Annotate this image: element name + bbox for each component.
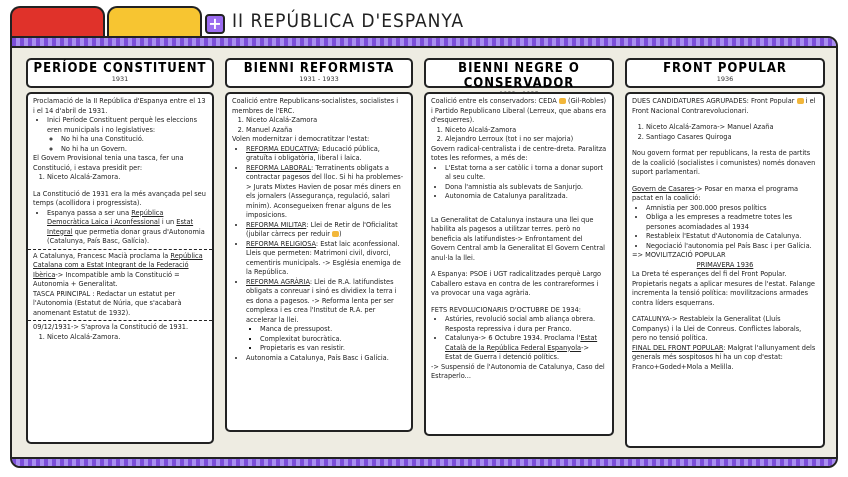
list-item: • REFORMA MILITAR: Llei de Retir de l'Oficialitat (jubilar càrrecs per reduir ) [246, 221, 406, 240]
list-item: • Dona l'amnistia als sublevats de Sanjurjo. [445, 183, 607, 193]
list-item: 1. Niceto Alcalá-Zamora. [47, 333, 207, 343]
list-item: • Negociació l'autonomia pel País Basc i per Galícia. [646, 242, 818, 252]
top-stripe [12, 38, 836, 48]
list-item: 2. Santiago Casares Quiroga [646, 133, 818, 143]
column-title: PERÍODE CONSTITUENT [33, 61, 207, 76]
column-header-reformist [225, 58, 413, 88]
list-item: 2. Manuel Azaña [246, 126, 406, 136]
list-item: • REFORMA RELIGIOSA: Estat laic aconfessional. Lleis que permeten: Matrimoni civil, divorci, cementiris municipals. -> Església enemiga de la República. [246, 240, 406, 278]
list-item: • Catalunya-> 6 Octubre 1934. Proclama l'Estat Català de la República Federal Espanyola-> Estat de Guerra i detenció polítics. [445, 334, 607, 363]
page-title: II REPÚBLICA D'ESPANYA [232, 10, 465, 32]
text: CATALUNYA-> Restableix la Generalitat (Lluís Companys) i la Llei de Conreus. Conflictes laborals, pero no tensió política. [632, 315, 802, 342]
text: El Govern Provisional tenia una tasca, fer una Constitució, i estava presidit per: [33, 154, 184, 172]
plus-icon[interactable]: + [205, 14, 225, 34]
red-tab [10, 6, 105, 38]
text: Govern radical-centralista i de centre-dreta. Paralitza totes les reformes, a més de: [431, 144, 607, 162]
list-item: • Obliga a les empreses a readmetre totes les persones acomiadades al 1934 [646, 213, 818, 232]
list-item: ▪ Complexitat burocràtica. [260, 335, 406, 345]
text: La Constitució de 1931 era la més avançada pel seu temps (acollidora i progressista). [33, 189, 206, 207]
list-item: • Autonomia a Catalunya, País Basc i Galícia. [246, 354, 406, 364]
text: Coalició entre Republicans-socialistes, socialistes i membres de l'ERC. [232, 97, 399, 115]
text: Volen modernitzar i democratitzar l'estat: [232, 135, 370, 143]
column-date: 1931 - 1933 [299, 75, 339, 83]
text: La Generalitat de Catalunya instaura una llei que habilita als pagesos a utilitzar terres. però no beneficia als latifundistes-> Enfrontament del Govern Central amb la Generalitat El Govern Central anul·la la llei. [431, 215, 605, 262]
list-item: • L'Estat torna a ser catòlic i torna a donar suport al seu culte. [445, 164, 607, 183]
text: Nou govern format per republicans, la resta de partits de la coalició (socialistes i comunistes) només donaven suport parlamentari. [632, 149, 816, 176]
text: Proclamació de la II República d'Espanya entre el 13 i el 14 d'abril de 1931. [33, 97, 206, 115]
text: La Dreta té esperançes del fi del Front Popular. Propietaris negats a aplicar mesures de l'estat. Falange incrementa la tensió política: movilitzacions armades contra líders esquerrans. [632, 270, 815, 307]
text: => MOVILITZACIÓ POPULAR [632, 251, 726, 259]
column-date: 1936 [716, 75, 734, 83]
text: A Espanya: PSOE i UGT radicalitzades perquè Largo Caballero estava en contra de les contrareformes i va provocar una vaga agrària. [431, 270, 602, 297]
text: Govern de Casares-> Posar en marxa el programa pactat en la coalició: [632, 184, 799, 202]
money-icon [559, 98, 566, 104]
list-item: • Espanya passa a ser una República Democràtica Laica i Aconfessional i un Estat Integral que permetia donar graus d'Autonomia (Catalunya, País Basc, Galícia). [47, 209, 207, 247]
divider [28, 320, 212, 321]
column-title: BIENNI REFORMISTA [243, 61, 395, 76]
text: DUES CANDIDATURES AGRUPADES: Front Popular i el Front Nacional Contrarevolucionari. [632, 97, 816, 115]
text: A Catalunya, Francesc Macià proclama la República Catalana com a Estat Integrant de la Federació Ibèrica-> Incompatible amb la Constitució = Autonomia + Generalitat. [33, 251, 203, 288]
money-icon [797, 98, 804, 104]
column-body-conservative [424, 92, 614, 436]
list-item: ▪ Propietaris es van resistir. [260, 344, 406, 354]
list-item: • Autonomia de Catalunya paralitzada. [445, 192, 607, 202]
list-item: • Inici Període Constituent perquè les eleccions eren municipals i no legislatives: [47, 116, 207, 135]
list-item: ◦ No hi ha una Constitució. [61, 135, 207, 145]
bottom-stripe [12, 457, 836, 466]
list-item: ▪ Manca de pressupost. [260, 325, 406, 335]
text: -> Suspensió de l'Autonomia de Catalunya, Caso del Estraperlo... [431, 362, 605, 380]
text: FETS REVOLUCIONARIS D'OCTUBRE DE 1934: [431, 305, 582, 314]
list-item: 1. Niceto Alcalá-Zamora [246, 116, 406, 126]
list-item: 1. Niceto Alcalá-Zamora-> Manuel Azaña [646, 123, 818, 133]
column-header-popular-front [625, 58, 825, 88]
list-item: 2. Alejandro Lerroux (tot i no ser majoria) [445, 135, 607, 145]
text: Coalició entre els conservadors: CEDA (Gil-Robles) i Partido Republicano Liberal (Lerreux, que abans era d'esquerres). [431, 97, 607, 124]
board [10, 36, 838, 468]
column-title: FRONT POPULAR [663, 61, 787, 76]
divider [28, 249, 212, 250]
list-item: • Amnistia per 300.000 presos polítics [646, 204, 818, 214]
list-item: 1. Niceto Alcalá-Zamora [445, 126, 607, 136]
column-body-popular-front [625, 92, 825, 448]
yellow-tab [107, 6, 202, 38]
text: FINAL DEL FRONT POPULAR: Malgrat l'allunyament dels generals més sospitosos hi ha un cop d'estat: Franco+Goded+Mola a Melilla. [632, 343, 816, 371]
list-item: • Restableix l'Estatut d'Autonomia de Catalunya. [646, 232, 818, 242]
column-date: 1931 [111, 75, 129, 83]
subheading: PRIMAVERA 1936 [696, 260, 754, 269]
text: 09/12/1931-> S'aprova la Constitució de 1931. [33, 323, 189, 331]
money-icon [332, 231, 339, 237]
list-item: ◦ No hi ha un Govern. [61, 145, 207, 155]
column-header-constituent [26, 58, 214, 88]
column-body-constituent [26, 92, 214, 444]
text: TASCA PRINCIPAL : Redactar un estatut per l'Autonomia (Estatut de Núria, que s'acabarà anomenant Estatut de 1932). [33, 289, 182, 317]
list-item: 1. Niceto Alcalá-Zamora. [47, 173, 207, 183]
column-title: BIENNI NEGRE O CONSERVADOR [458, 61, 580, 91]
list-item: • REFORMA AGRÀRIA: Llei de R.A. latifundistes obligats a conreuar i sinó es dividiex la terra i es dona a pagesos. -> Reforma lenta per ser complexa i es crea l'Institut de R.A. per accelerar la llei. ▪ Manca de pressupost. ▪ Complexitat burocràtica. ▪ Propietaris es van resistir. [246, 278, 406, 354]
column-body-reformist [225, 92, 413, 432]
column-header-conservative [424, 58, 614, 91]
list-item: • REFORMA EDUCATIVA: Educació pública, gratuïta i obligatòria, liberal i laica. [246, 145, 406, 164]
list-item: • Astúries, revolució social amb aliança obrera. Resposta repressiva i dura per Franco. [445, 315, 607, 334]
list-item: • REFORMA LABORAL: Terratinents obligats a contractar pagesos del lloc. Si hi ha problemes-> Jurats Mixtes Havien de posar més diners en els jornalers (Assegurança, regulació, salari mínim). Aconsegueixen frenar alguns de les imposicions. [246, 164, 406, 221]
